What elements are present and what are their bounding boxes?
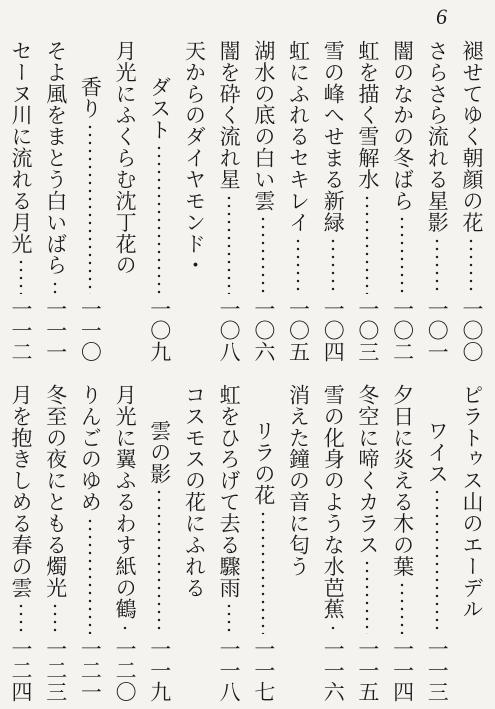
toc-entry[interactable] [388,384,417,702]
toc-entry-title: 虹を描く雪解水 [355,40,380,190]
toc-entry-title: 湖水の底の白い雲 [251,40,276,212]
toc-entry[interactable] [457,40,486,362]
toc-entry-title: そよ風をまとう白いばら [43,40,68,276]
toc-entry[interactable] [179,40,208,362]
dot-leader [6,258,35,294]
toc-entry-title: 冬至の夜にともる燭光 [43,384,68,599]
toc-entry-page: 一一〇 [78,297,103,362]
dot-leader [318,624,347,634]
toc-entry[interactable] [388,40,417,362]
dot-leader [422,488,451,633]
dot-leader [457,237,486,294]
toc-entry-title: 天からのダイヤモンド・ [182,40,207,276]
toc-entry[interactable] [422,40,451,362]
toc-entry-title: 虹にふれるセキレイ [286,40,311,233]
dot-leader [75,123,104,294]
toc-entry-title: 月光にふくらむ沈丁花の [113,40,138,276]
dot-leader [214,194,243,294]
toc-entry-page: 一一一 [43,297,68,362]
toc-entry[interactable] [6,384,35,702]
toc-entry-title: 雲の影 [147,420,172,485]
toc-entry-title: さらさら流れる星影 [425,40,450,233]
toc-entry[interactable] [41,40,70,362]
toc-entry[interactable] [75,384,104,702]
dot-leader [41,280,70,294]
toc-entry[interactable] [41,384,70,702]
toc-entry-title: 月光に翼ふるわす紙の鶴 [113,384,138,620]
toc-entry-title: セーヌ川に流れる月光 [9,40,33,255]
toc-entry-page: 一〇五 [286,297,311,362]
toc-entry-title: 闇を砕く流れ星 [217,40,242,190]
dot-leader [353,194,382,294]
toc-entry[interactable] [422,384,451,702]
toc-entry[interactable] [179,384,208,702]
dot-leader [249,510,278,634]
toc-entry[interactable] [249,40,278,362]
dot-leader [353,559,382,633]
toc-entry-page: 一〇六 [251,297,276,362]
dot-leader [75,517,104,634]
toc-entry-page: 一一九 [147,637,172,702]
dot-leader [41,602,70,634]
toc-entry-page: 一〇三 [355,297,380,362]
toc-entry-title: 夕日に炎える木の葉 [390,384,415,577]
dot-leader [388,215,417,293]
toc-entry-page: 一二三 [43,637,68,702]
toc-entry-page: 一一八 [217,637,242,702]
toc-entry-title: 雪の化身のような水芭蕉 [321,384,346,620]
dot-leader [145,144,174,293]
toc-entry-page: 一〇一 [425,297,450,362]
toc-entry[interactable] [249,384,278,702]
toc-entry-title: 褪せてゆく朝顔の花 [459,40,484,233]
dot-leader [110,624,139,634]
toc-entry-page: 一一七 [251,637,276,702]
toc-entry-page: 一一四 [390,637,415,702]
dot-leader [6,602,35,634]
toc-entry-page: 一〇〇 [459,297,484,362]
toc-entry[interactable] [353,40,382,362]
toc-entry[interactable] [110,384,139,702]
toc-entry[interactable] [318,40,347,362]
toc-entry[interactable] [110,40,139,362]
toc-entry[interactable] [284,40,313,362]
toc-entry[interactable] [284,384,313,702]
toc-block-bottom [6,384,486,702]
toc-entry-page: 一二四 [9,637,33,702]
toc-entry[interactable] [214,40,243,362]
dot-leader [284,237,313,294]
toc-entry-page: 一〇四 [321,297,346,362]
dot-leader [318,237,347,294]
toc-entry[interactable] [353,384,382,702]
toc-block-top [6,40,486,362]
toc-entry[interactable] [457,384,486,702]
toc-entry-page: 一一二 [9,297,33,362]
toc-entry-page: 一一三 [425,637,450,702]
dot-leader [249,215,278,293]
toc-entry[interactable] [145,384,174,702]
toc-entry-title: 消えた鐘の音に匂う [286,384,311,577]
toc-entry-page: 一一五 [355,637,380,702]
dot-leader [214,602,243,634]
toc-entry[interactable] [214,384,243,702]
page-number: 6 [436,4,447,29]
toc-entry-title: 雪の峰へせまる新緑 [321,40,346,233]
toc-entry-title: ダスト [147,76,172,141]
toc-entry-title: 月を抱きしめる春の雲 [9,384,33,599]
toc-entry-page: 一〇二 [390,297,415,362]
dot-leader [422,237,451,294]
toc-entry-page: 一一六 [321,637,346,702]
toc-entry-title: ワイス [425,420,450,485]
toc-entry-title: 香り [78,76,103,119]
toc-entry-title: りんごのゆめ [78,384,103,513]
toc-entry-page: 一二〇 [113,637,138,702]
dot-leader [388,581,417,634]
toc-entry-page: 一〇九 [147,297,172,362]
toc-entry-title: 虹をひろげて去る驟雨 [217,384,242,599]
toc-entry[interactable] [318,384,347,702]
toc-entry-title: リラの花 [251,420,276,506]
dot-leader [145,488,174,633]
toc-entry-title: ピラトゥス山のエーデル [459,384,484,620]
toc-entry-title: コスモスの花にふれる [182,384,207,599]
toc-entry-title: 闇のなかの冬ばら [390,40,415,212]
toc-entry[interactable] [145,40,174,362]
toc-entry-page: 一〇八 [217,297,242,362]
toc-entry[interactable] [6,40,35,362]
toc-entry-page: 一二一 [78,637,103,702]
toc-entry-title: 冬空に啼くカラス [355,384,380,556]
toc-entry[interactable] [75,40,104,362]
